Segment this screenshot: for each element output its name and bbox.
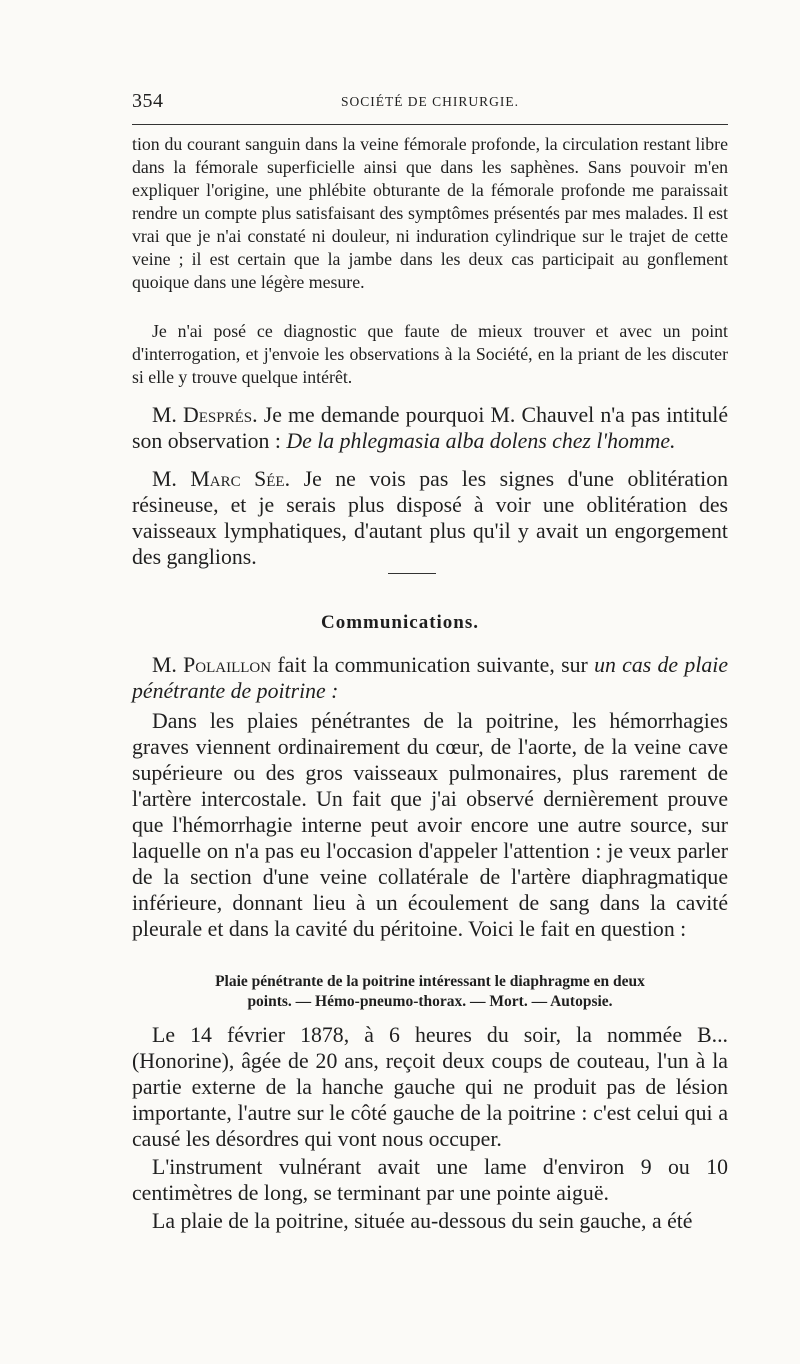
marc-see-prefix: M.	[152, 467, 191, 491]
paragraph-case: Le 14 février 1878, à 6 heures du soir, la nommée B... (Honorine), âgée de 20 ans, reçoit deux coups de couteau, l'un à la partie externe de la hanche gauche qui ne produit pas de lésion importante, l'autre sur le côté gauche de la poitrine : c'est celui qui a causé les désordres qui vont nous occuper.	[132, 1023, 728, 1151]
paragraph-continued: tion du courant sanguin dans la veine fémorale profonde, la circulation restant libre dans la fémorale superficielle ainsi que dans les saphènes. Sans pouvoir m'en expliquer l'origine, une phlébite obturante de la fémorale profonde me paraissait rendre un compte plus satisfaisant des symptômes présentés par mes malades. Il est vrai que je n'ai constaté ni douleur, ni induration cylindrique sur le trajet de cette veine ; il est certain que la jambe dans les deux cas participait au gonflement quoique dans une légère mesure.	[132, 134, 728, 292]
case-caption	[132, 972, 728, 1012]
despres-prefix: M.	[152, 403, 183, 427]
caption-line-2: points. — Hémo-pneumo-thorax. — Mort. — Autopsie.	[247, 993, 613, 1010]
speaker-name-polaillon: Polaillon	[183, 653, 272, 677]
caption-line-1: Plaie pénétrante de la poitrine intéressant le diaphragme en deux	[215, 973, 645, 990]
paragraph-polaillon	[132, 652, 728, 704]
polaillon-prefix: M.	[152, 653, 184, 677]
paragraph-diagnostic: Je n'ai posé ce diagnostic que faute de mieux trouver et avec un point d'interrogation, et j'envoie les observations à la Société, en la priant de les discuter si elle y trouve quelque intérêt.	[132, 321, 728, 387]
speaker-name-marc-see: Marc Sée	[190, 467, 285, 491]
polaillon-text: fait la communication suivante, sur	[271, 653, 595, 677]
despres-text: . Je me demande pourquoi M. Chauvel n'a pas intitulé son observation :	[132, 403, 728, 453]
paragraph-plaies: Dans les plaies pénétrantes de la poitrine, les hémorrhagies graves viennent ordinairement du cœur, de l'aorte, de la veine cave supérieure ou des gros vaisseaux pulmonaires, plus rarement de l'artère intercostale. Un fait que j'ai observé dernièrement prouve que l'hémorrhagie interne peut avoir encore une autre source, sur laquelle on n'a pas eu l'occasion d'appeler l'attention : je veux parler de la section d'une veine collatérale de l'artère diaphragmatique inférieure, donnant lieu à un écoulement de sang dans la cavité pleurale et dans la cavité du péritoine. Voici le fait en question :	[132, 709, 728, 941]
separator-rule	[388, 573, 436, 574]
page-number: 354	[132, 90, 164, 112]
paragraph-instrument: L'instrument vulnérant avait une lame d'environ 9 ou 10 centimètres de long, se terminant par une pointe aiguë.	[132, 1155, 728, 1205]
header-rule	[132, 124, 728, 125]
despres-italic-title: De la phlegmasia alba dolens chez l'homme.	[286, 429, 676, 453]
page-header	[132, 90, 728, 114]
polaillon-italic-title: un cas de plaie pénétrante de poitrine :	[132, 653, 729, 703]
paragraph-last: La plaie de la poitrine, située au-dessous du sein gauche, a été	[152, 1209, 693, 1233]
paragraph-marc-see	[132, 466, 728, 570]
paragraph-despres	[132, 402, 728, 454]
section-heading: Communications.	[320, 612, 480, 633]
speaker-name-despres: Després	[183, 403, 253, 427]
running-title: SOCIÉTÉ DE CHIRURGIE.	[340, 94, 520, 109]
marc-see-text: . Je ne vois pas les signes d'une oblitération résineuse, et je serais plus disposé à voir une oblitération des vaisseaux lymphatiques, d'autant plus qu'il y avait un engorgement des ganglions.	[132, 467, 728, 569]
